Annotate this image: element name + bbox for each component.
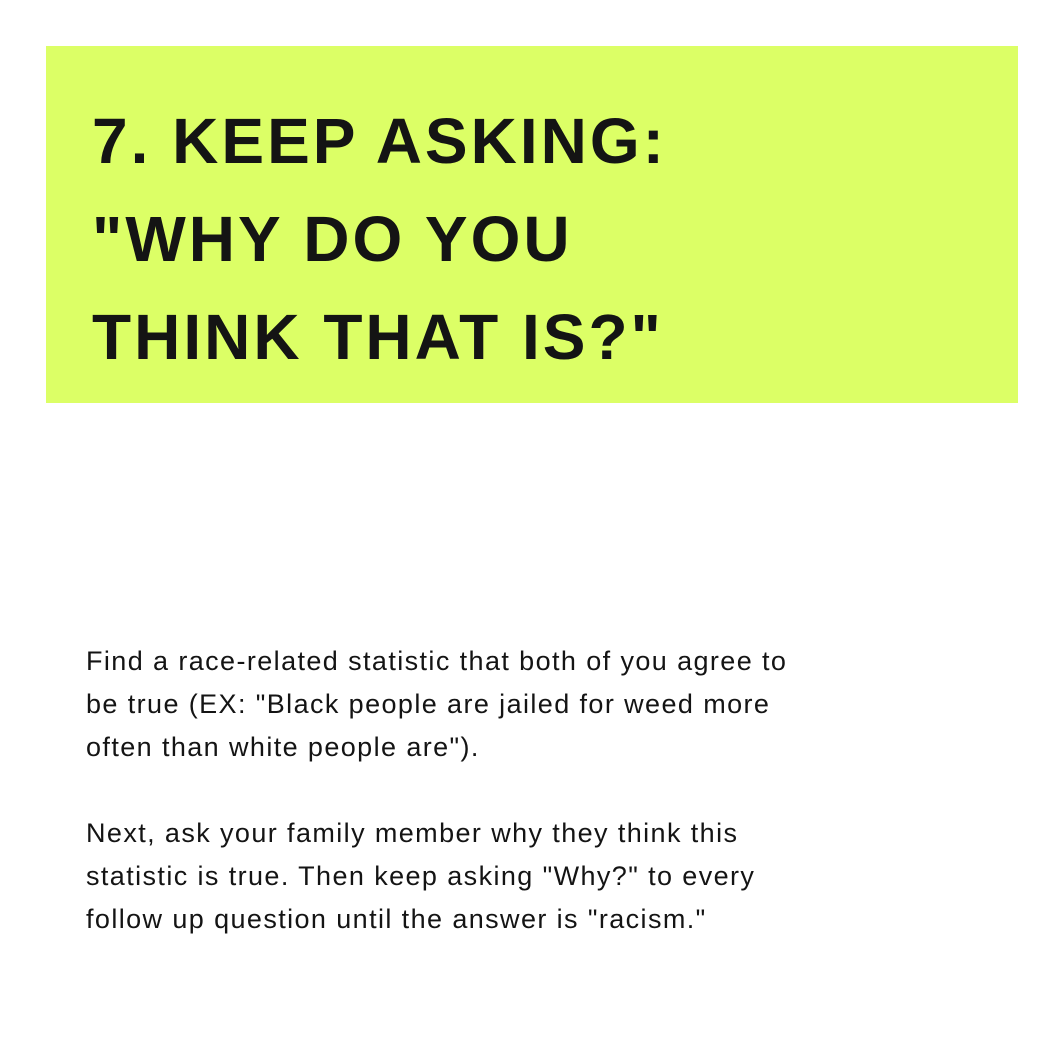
body-line: be true (EX: "Black people are jailed for weed more <box>86 689 771 719</box>
body-line: often than white people are"). <box>86 732 480 762</box>
headline-line: 7. KEEP ASKING: <box>92 105 667 177</box>
body-paragraph <box>86 812 986 941</box>
headline-line: THINK THAT IS?" <box>92 301 664 373</box>
body-text <box>86 640 986 941</box>
body-line: statistic is true. Then keep asking "Why?" to every <box>86 861 756 891</box>
body-paragraph <box>86 640 986 769</box>
headline <box>92 92 667 386</box>
body-line: Find a race-related statistic that both of you agree to <box>86 646 788 676</box>
body-line: Next, ask your family member why they think this <box>86 818 739 848</box>
body-line: follow up question until the answer is "racism." <box>86 904 707 934</box>
headline-line: "WHY DO YOU <box>92 203 573 275</box>
